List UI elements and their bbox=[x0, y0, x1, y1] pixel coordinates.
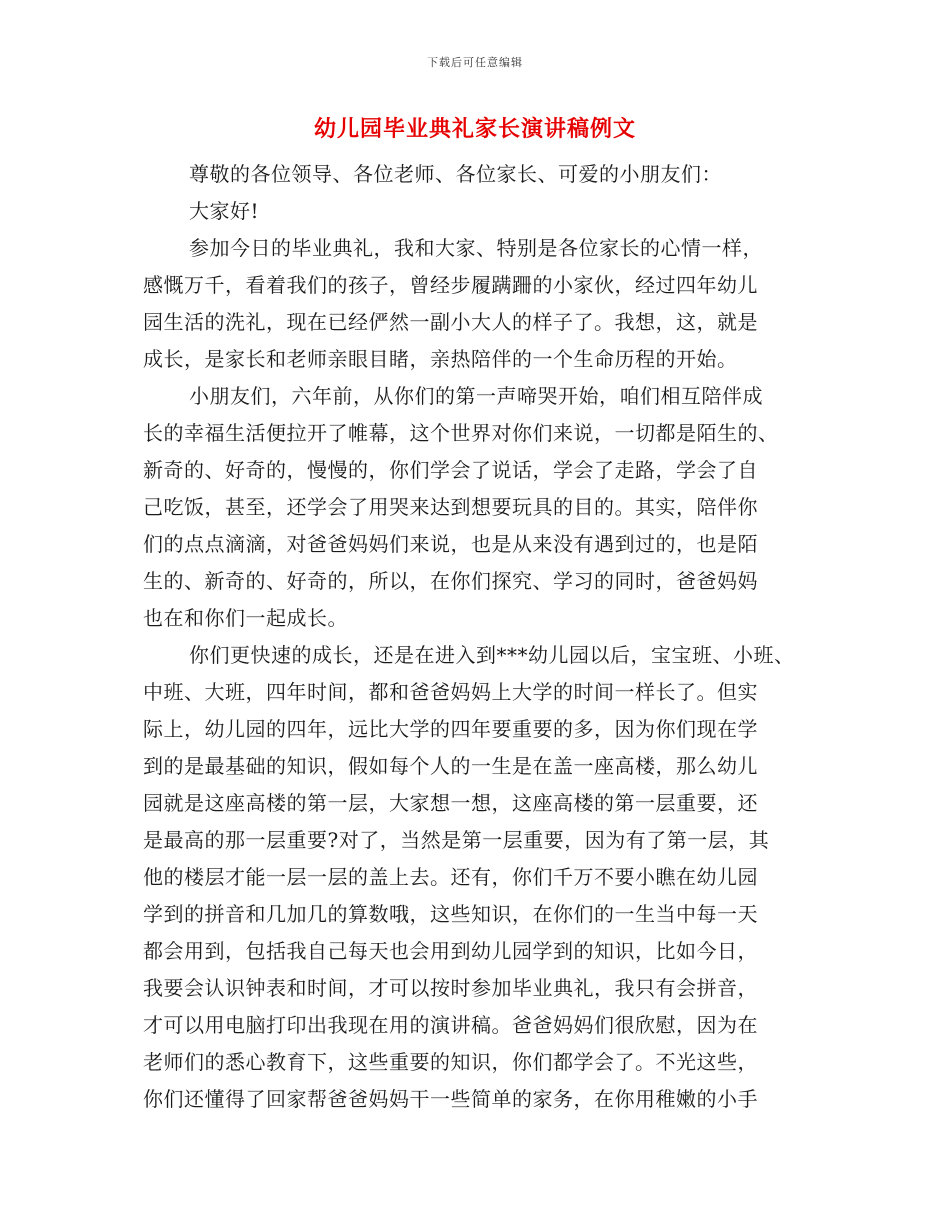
paragraph-line: 新奇的、好奇的，慢慢的，你们学会了说话，学会了走路，学会了自 bbox=[143, 458, 758, 482]
paragraph-line: 才可以用电脑打印出我现在用的演讲稿。爸爸妈妈们很欣慰，因为在 bbox=[143, 1013, 758, 1037]
paragraph-line: 们的点点滴滴，对爸爸妈妈们来说，也是从来没有遇到过的，也是陌 bbox=[143, 532, 758, 556]
paragraph-line: 我要会认识钟表和时间，才可以按时参加毕业典礼，我只有会拼音， bbox=[143, 976, 758, 1000]
document-body bbox=[143, 156, 833, 1118]
paragraph-line: 你们还懂得了回家帮爸爸妈妈干一些简单的家务，在你用稚嫩的小手 bbox=[143, 1087, 758, 1111]
paragraph-line: 也在和你们一起成长。 bbox=[143, 606, 348, 630]
paragraph-line: 中班、大班，四年时间，都和爸爸妈妈上大学的时间一样长了。但实 bbox=[143, 680, 758, 704]
paragraph-line: 园就是这座高楼的第一层，大家想一想，这座高楼的第一层重要，还 bbox=[143, 791, 758, 815]
paragraph-line: 你们更快速的成长，还是在进入到***幼儿园以后，宝宝班、小班、 bbox=[189, 643, 795, 667]
paragraph-line: 都会用到，包括我自己每天也会用到幼儿园学到的知识，比如今日， bbox=[143, 939, 758, 963]
paragraph-line: 成长，是家长和老师亲眼目睹，亲热陪伴的一个生命历程的开始。 bbox=[143, 347, 738, 371]
paragraph-line: 长的幸福生活便拉开了帷幕，这个世界对你们来说，一切都是陌生的、 bbox=[143, 421, 779, 445]
paragraph-line: 是最高的那一层重要?对了，当然是第一层重要，因为有了第一层，其 bbox=[143, 828, 770, 852]
paragraph-line: 学到的拼音和几加几的算数哦，这些知识，在你们的一生当中每一天 bbox=[143, 902, 758, 926]
page-header-note: 下载后可任意编辑 bbox=[427, 56, 523, 69]
paragraph-line: 小朋友们，六年前，从你们的第一声啼哭开始，咱们相互陪伴成 bbox=[189, 384, 763, 408]
paragraph-line: 参加今日的毕业典礼，我和大家、特别是各位家长的心情一样， bbox=[189, 236, 763, 260]
paragraph-line: 老师们的悉心教育下，这些重要的知识，你们都学会了。不光这些， bbox=[143, 1050, 758, 1074]
paragraph-line: 到的是最基础的知识，假如每个人的一生是在盖一座高楼，那么幼儿 bbox=[143, 754, 758, 778]
paragraph-line: 己吃饭，甚至，还学会了用哭来达到想要玩具的目的。其实，陪伴你 bbox=[143, 495, 758, 519]
greeting-line: 大家好! bbox=[189, 199, 260, 223]
paragraph-line: 生的、新奇的、好奇的，所以，在你们探究、学习的同时，爸爸妈妈 bbox=[143, 569, 758, 593]
paragraph-line: 际上，幼儿园的四年，远比大学的四年要重要的多，因为你们现在学 bbox=[143, 717, 758, 741]
document-title: 幼儿园毕业典礼家长演讲稿例文 bbox=[313, 116, 636, 142]
salutation-line: 尊敬的各位领导、各位老师、各位家长、可爱的小朋友们： bbox=[189, 162, 722, 186]
paragraph-line: 园生活的洗礼，现在已经俨然一副小大人的样子了。我想，这，就是 bbox=[143, 310, 758, 334]
paragraph-line: 他的楼层才能一层一层的盖上去。还有，你们千万不要小瞧在幼儿园 bbox=[143, 865, 758, 889]
paragraph-line: 感慨万千，看着我们的孩子，曾经步履蹒跚的小家伙，经过四年幼儿 bbox=[143, 273, 758, 297]
